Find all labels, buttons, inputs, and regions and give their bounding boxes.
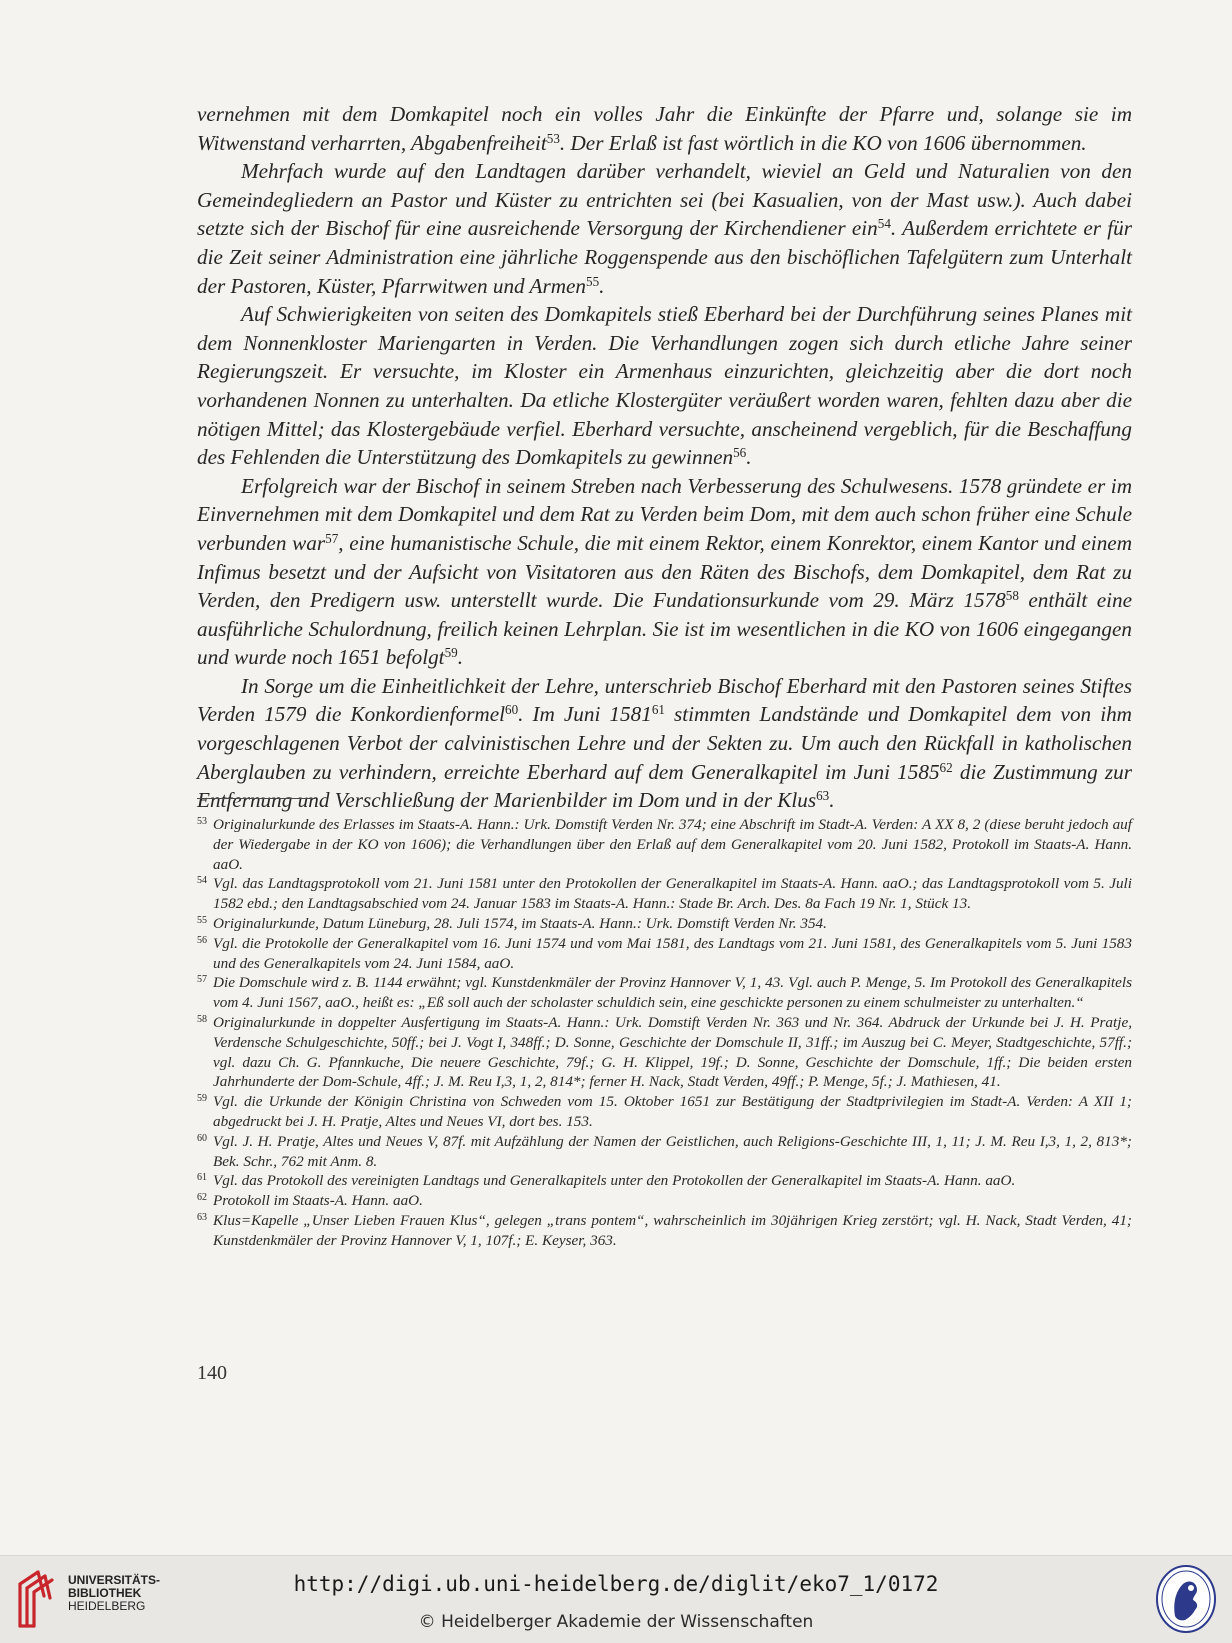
paragraph-text: enthält eine ausführliche Schulordnung, freilich keinen Lehrplan. Sie ist im wesentlichen in die KO von 1606 eingegangen und wurde noch 1651 befolgt: [197, 588, 1132, 670]
footnote-text: Die Domschule wird z. B. 1144 erwähnt; vgl. Kunstdenkmäler der Provinz Hannover V, 1, 43. Vgl. auch P. Menge, 5. Im Protokoll des Generalkapitels vom 4. Juni 1567, aaO., heißt es: „Eß soll auch der scholaster schuldich sein, eine geschickte personen zu einem schulmeister zu unterhalten.“: [213, 974, 1132, 1012]
footnote: [197, 1013, 1132, 1092]
paragraph-text: .: [599, 273, 605, 298]
paragraph: [197, 157, 1132, 300]
footnote-text: Originalurkunde in doppelter Ausfertigung im Staats-A. Hann.: Urk. Domstift Verden Nr. 363 und Nr. 364. Abdruck der Urkunde bei J. H. Pratje, Verdensche Schulgeschichte, 50ff.; bei J. Vogt I, 348ff.; D. Sonne, Geschichte der Domschule II, 31ff.; im Auszug bei C. Meyer, Stadtgeschichte, 57ff.; vgl. dazu Ch. G. Pfannkuche, Die neuere Geschichte, 79f.; G. H. Klippel, 19f.; D. Sonne, Geschichte der Domschule, 1ff.; Die beiden ersten Jahrhunderte der Dom-Schule, 4ff.; J. M. Reu I,3, 1, 2, 814*; ferner H. Nack, Stadt Verden, 49ff.; P. Menge, 5f.; J. Mathiesen, 41.: [213, 1013, 1132, 1091]
paragraph: [197, 300, 1132, 472]
paragraph-text: .: [746, 445, 752, 470]
footnote-text: Vgl. J. H. Pratje, Altes und Neues V, 87f. mit Aufzählung der Namen der Geistlichen, auch Religions-Geschichte III, 1, 11; J. M. Reu I,3, 1, 2, 813*; Bek. Schr., 762 mit Anm. 8.: [213, 1132, 1132, 1170]
footnote-number: 55: [197, 914, 207, 926]
institution-line-2: BIBLIOTHEK: [68, 1586, 142, 1600]
footnote-reference[interactable]: 55: [586, 273, 600, 289]
footnote: [197, 914, 1132, 934]
footnote-reference[interactable]: 53: [546, 130, 560, 146]
footnote: [197, 1191, 1132, 1211]
footnote: [197, 1171, 1132, 1191]
footnotes: [197, 815, 1132, 1251]
paragraph-text: . Im Juni 1581: [518, 702, 652, 727]
paragraph: [197, 672, 1132, 815]
paragraph: [197, 472, 1132, 672]
footnote-reference[interactable]: 61: [651, 702, 665, 718]
footnote-number: 60: [197, 1132, 207, 1144]
footnote: [197, 973, 1132, 1013]
footnote-number: 61: [197, 1172, 207, 1184]
footnote-text: Originalurkunde des Erlasses im Staats-A. Hann.: Urk. Domstift Verden Nr. 374; eine Abschrift im Stadt-A. Verden: A XX 8, 2 (diese beruht jedoch auf der Wiedergabe in der KO von 1606); die Verhandlungen über den Erlaß auf dem Generalkapitel vom 20. Juni 1582, Protokoll im Staats-A. Hann. aaO.: [213, 816, 1132, 873]
footnote-reference[interactable]: 56: [733, 444, 747, 460]
footnote-reference[interactable]: 62: [939, 759, 953, 775]
page-number: 140: [197, 1362, 227, 1384]
footnote: [197, 1211, 1132, 1251]
footnote-reference[interactable]: 58: [1005, 587, 1019, 603]
main-text: [197, 100, 1132, 815]
paragraph-text: stimmten Landstände und Domkapitel dem von ihm vorgeschlagenen Verbot der calvinistischen Lehre und der Sekten zu. Um auch den Rückfall in katholischen Aberglauben zu verhindern, erreichte Eberhard auf dem Generalkapitel im Juni 1585: [197, 702, 1132, 784]
academy-seal-icon[interactable]: [1155, 1564, 1217, 1634]
footnote: [197, 874, 1132, 914]
footnote-number: 62: [197, 1192, 207, 1204]
paragraph-text: vernehmen mit dem Domkapitel noch ein volles Jahr die Einkünfte der Pfarre und, solange sie im Witwenstand verharrten, Abgabenfreiheit: [197, 102, 1132, 155]
footnote-number: 63: [197, 1211, 207, 1223]
footnote-number: 54: [197, 875, 207, 887]
footnote-text: Vgl. das Protokoll des vereinigten Landtags und Generalkapitels unter den Protokollen der Generalkapitel im Staats-A. Hann. aaO.: [213, 1172, 1016, 1190]
footnote-number: 59: [197, 1093, 207, 1105]
footnote-text: Klus=Kapelle „Unser Lieben Frauen Klus“, gelegen „trans pontem“, wahrscheinlich im 30jährigen Krieg zerstört; vgl. H. Nack, Stadt Verden, 41; Kunstdenkmäler der Provinz Hannover V, 1, 107f.; E. Keyser, 363.: [213, 1211, 1132, 1249]
footnote: [197, 815, 1132, 874]
institution-line-3: HEIDELBERG: [68, 1599, 146, 1613]
paragraph-text: die Zustimmung zur Entfernung und Verschließung der Marienbilder im Dom und in der Klus: [197, 759, 1133, 813]
paragraph: [197, 100, 1132, 157]
footnote: [197, 934, 1132, 974]
paragraph-text: . Außerdem errichtete er für die Zeit seiner Administration eine jährliche Roggenspende aus den bischöflichen Tafelgütern zum Unterhalt der Pastoren, Küster, Pfarrwitwen und Armen: [197, 216, 1133, 298]
footnote-reference[interactable]: 57: [325, 530, 339, 546]
copyright-notice: © Heidelberger Akademie der Wissenschaften: [418, 1612, 814, 1632]
paragraph-text: Erfolgreich war der Bischof in seinem Streben nach Verbesserung des Schulwesens. 1578 gründete er im Einvernehmen mit dem Domkapitel und dem Rat zu Verden beim Dom, mit dem auch schon früher eine Schule verbunden war: [197, 473, 1132, 555]
institution-line-1: UNIVERSITÄTS-: [68, 1573, 161, 1587]
footnote-text: Protokoll im Staats-A. Hann. aaO.: [213, 1192, 423, 1210]
paragraph-text: . Der Erlaß ist fast wörtlich in die KO von 1606 übernommen.: [559, 130, 1087, 155]
footnote-number: 56: [197, 934, 207, 946]
paragraph-text: .: [829, 788, 835, 813]
footnote-text: Vgl. das Landtagsprotokoll vom 21. Juni 1581 unter den Protokollen der Generalkapitel im Staats-A. Hann. aaO.; das Landtagsprotokoll vom 5. Juli 1582 ebd.; den Landtagsabschied vom 24. Januar 1583 im Staats-A. Hann.: Stade Br. Arch. Des. 8a Fach 19 Nr. 1, Stück 13.: [213, 875, 1132, 913]
permalink-url[interactable]: http://digi.ub.uni-heidelberg.de/diglit/eko7_1/0172: [293, 1572, 939, 1596]
footnote-reference[interactable]: 59: [444, 645, 458, 661]
footnote-text: Vgl. die Protokolle der Generalkapitel vom 16. Juni 1574 und vom Mai 1581, des Landtags vom 21. Juni 1581, des Generalkapitels vom 5. Juni 1583 und des Generalkapitels vom 24. Juni 1584, aaO.: [213, 934, 1132, 972]
footnote: [197, 1092, 1132, 1132]
viewer-footer: [0, 1555, 1232, 1643]
footnote: [197, 1132, 1132, 1172]
footnote-reference[interactable]: 60: [505, 702, 519, 718]
paragraph-text: Auf Schwierigkeiten von seiten des Domkapitels stieß Eberhard bei der Durchführung seines Planes mit dem Nonnenkloster Mariengarten in Verden. Die Verhandlungen zogen sich durch etliche Jahre seiner Regierungszeit. Er versuchte, im Kloster ein Armenhaus einzurichten, gleichzeitig aber die dort noch vorhandenen Nonnen zu unterhalten. Da etliche Klostergüter veräußert worden waren, fehlten dazu aber die nötigen Mittel; das Klostergebäude verfiel. Eberhard versuchte, anscheinend vergeblich, für die Beschaffung des Fehlenden die Unterstützung des Domkapitels zu gewinnen: [197, 302, 1132, 470]
paragraph-text: .: [457, 645, 463, 670]
paragraph-text: In Sorge um die Einheitlichkeit der Lehre, unterschrieb Bischof Eberhard mit den Pastoren seines Stiftes Verden 1579 die Konkordienformel: [197, 673, 1132, 727]
paragraph-text: , eine humanistische Schule, die mit einem Rektor, einem Konrektor, einem Kantor und einem Infimus besetzt und der Aufsicht von Visitatoren aus den Räten des Bischofs, dem Domkapitel, dem Rat zu Verden, den Predigern usw. unterstellt wurde. Die Fundationsurkunde vom 29. März 1578: [197, 530, 1132, 613]
footnote-number: 57: [197, 974, 207, 986]
footnote-reference[interactable]: 54: [877, 216, 891, 232]
footnote-reference[interactable]: 63: [816, 788, 830, 804]
footnote-number: 53: [197, 816, 207, 827]
footnote-text: Originalurkunde, Datum Lüneburg, 28. Juli 1574, im Staats-A. Hann.: Urk. Domstift Verden Nr. 354.: [213, 914, 827, 932]
footnote-text: Vgl. die Urkunde der Königin Christina von Schweden vom 15. Oktober 1651 zur Bestätigung der Stadtprivilegien im Stadt-A. Verden: A XII 1; abgedruckt bei J. H. Pratje, Altes und Neues VI, dort bes. 153.: [213, 1093, 1132, 1130]
paragraph-text: Mehrfach wurde auf den Landtagen darüber verhandelt, wieviel an Geld und Naturalien von den Gemeindegliedern an Pastor und Küster zu entrichten sei (bei Kasualien, von der Mast usw.). Auch dabei setzte sich der Bischof für eine ausreichende Versorgung der Kirchendiener ein: [197, 159, 1132, 241]
footnote-number: 58: [197, 1013, 207, 1025]
footnote-separator: [197, 798, 315, 799]
